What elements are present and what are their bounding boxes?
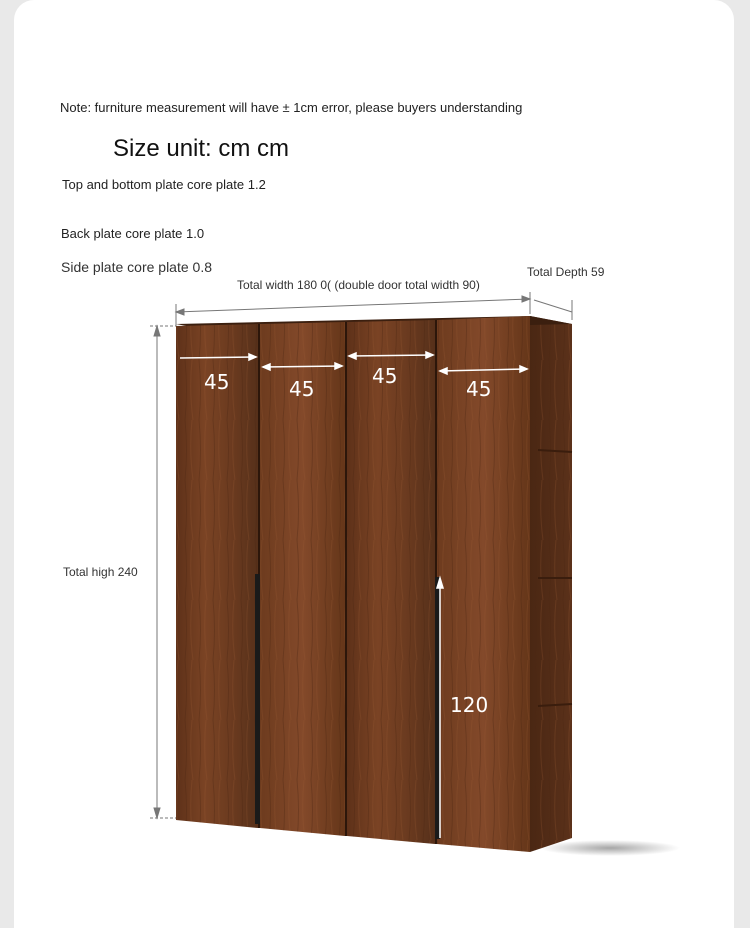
size-unit-heading: Size unit: cm cm [113, 135, 290, 162]
handle-height-label: 120 [450, 693, 489, 717]
total-high-label: Total high 240 [63, 565, 138, 579]
spec-back-plate: Back plate core plate 1.0 [61, 226, 205, 241]
total-width-label: Total width 180 0( (double door total width 90) [237, 278, 480, 292]
door-width-2: 45 [289, 377, 315, 401]
total-depth-dimension [534, 300, 572, 320]
measurement-note: Note: furniture measurement will have ± 1cm error, please buyers understanding [60, 100, 523, 115]
spec-side-plate: Side plate core plate 0.8 [61, 259, 212, 275]
door-width-3: 45 [372, 364, 398, 388]
spec-top-bottom-plate: Top and bottom plate core plate 1.2 [62, 177, 266, 192]
total-depth-label: Total Depth 59 [527, 265, 605, 279]
wardrobe-door-3 [347, 320, 435, 844]
floor-shadow [540, 840, 680, 856]
wardrobe-door-1 [176, 324, 258, 828]
door-width-4: 45 [466, 377, 492, 401]
total-high-dimension [150, 326, 176, 818]
door-handle-left [255, 574, 260, 824]
door-width-1: 45 [204, 370, 230, 394]
